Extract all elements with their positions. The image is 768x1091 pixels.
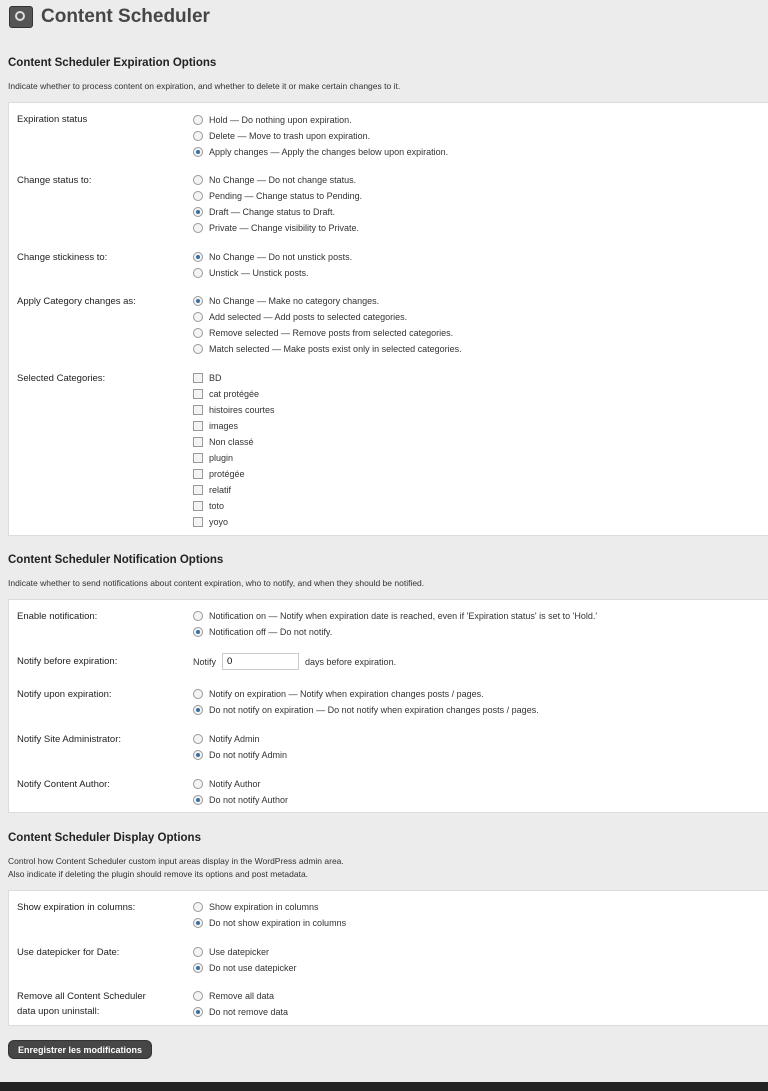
notify-prefix: Notify (193, 656, 217, 667)
datepicker-option-use[interactable]: Use datepicker (193, 945, 269, 959)
category-checkbox-item[interactable]: images (193, 419, 238, 433)
radio-button[interactable] (193, 902, 203, 912)
radio-button[interactable] (193, 191, 203, 201)
display-section-title: Content Scheduler Display Options (8, 832, 201, 844)
checkbox[interactable] (193, 453, 203, 463)
change-stickiness-label: Change stickiness to: (17, 252, 108, 263)
radio-button[interactable] (193, 252, 203, 262)
display-section-description-line1: Control how Content Scheduler custom input areas display in the WordPress admin area. (8, 856, 344, 866)
radio-button[interactable] (193, 1007, 203, 1017)
notify-before-label: Notify before expiration: (17, 656, 118, 667)
radio-button[interactable] (193, 296, 203, 306)
selected-categories-label: Selected Categories: (17, 373, 106, 384)
category-checkbox-item[interactable]: relatif (193, 483, 231, 497)
notify-admin-label: Notify Site Administrator: (17, 734, 122, 745)
notify-upon-option-on[interactable]: Notify on expiration — Notify when expiration changes posts / pages. (193, 687, 484, 701)
category-option-no-change[interactable]: No Change — Make no category changes. (193, 294, 379, 308)
display-section-description-line2: Also indicate if deleting the plugin should remove its options and post metadata. (8, 869, 309, 879)
radio-button[interactable] (193, 947, 203, 957)
checkbox[interactable] (193, 373, 203, 383)
notify-author-label: Notify Content Author: (17, 779, 110, 790)
radio-button[interactable] (193, 175, 203, 185)
change-status-option-private[interactable]: Private — Change visibility to Private. (193, 221, 359, 235)
category-checkbox-item[interactable]: BD (193, 371, 222, 385)
checkbox[interactable] (193, 421, 203, 431)
checkbox[interactable] (193, 501, 203, 511)
radio-button[interactable] (193, 147, 203, 157)
notification-option-off[interactable]: Notification off — Do not notify. (193, 625, 332, 639)
notification-section-description: Indicate whether to send notifications about content expiration, who to notify, and when they should be notified. (8, 578, 425, 588)
stickiness-option-no-change[interactable]: No Change — Do not unstick posts. (193, 250, 352, 264)
checkbox[interactable] (193, 437, 203, 447)
expiration-status-option-delete[interactable]: Delete — Move to trash upon expiration. (193, 129, 370, 143)
radio-button[interactable] (193, 705, 203, 715)
radio-button[interactable] (193, 627, 203, 637)
plugin-logo-icon (9, 6, 33, 28)
columns-option-show[interactable]: Show expiration in columns (193, 900, 319, 914)
uninstall-label: Remove all Content Scheduler data upon uninstall: (17, 991, 146, 1017)
radio-button[interactable] (193, 750, 203, 760)
notify-suffix: days before expiration. (305, 656, 397, 667)
notify-upon-option-off[interactable]: Do not notify on expiration — Do not notify when expiration changes posts / pages. (193, 703, 539, 717)
category-checkbox-item[interactable]: protégée (193, 467, 245, 481)
change-status-option-pending[interactable]: Pending — Change status to Pending. (193, 189, 362, 203)
radio-button[interactable] (193, 312, 203, 322)
expiration-section-description: Indicate whether to process content on expiration, and whether to delete it or make certain changes to it. (8, 81, 401, 91)
notify-before-control (193, 652, 396, 671)
category-option-remove[interactable]: Remove selected — Remove posts from selected categories. (193, 326, 453, 340)
radio-button[interactable] (193, 611, 203, 621)
category-option-add[interactable]: Add selected — Add posts to selected categories. (193, 310, 407, 324)
radio-button[interactable] (193, 689, 203, 699)
display-options-panel (8, 890, 768, 1026)
notify-author-option-off[interactable]: Do not notify Author (193, 793, 288, 807)
notify-upon-label: Notify upon expiration: (17, 689, 112, 700)
checkbox[interactable] (193, 485, 203, 495)
radio-button[interactable] (193, 918, 203, 928)
radio-button[interactable] (193, 734, 203, 744)
checkbox[interactable] (193, 469, 203, 479)
category-checkbox-item[interactable]: toto (193, 499, 224, 513)
radio-button[interactable] (193, 344, 203, 354)
expiration-options-panel (8, 102, 768, 536)
category-checkbox-item[interactable]: histoires courtes (193, 403, 275, 417)
radio-button[interactable] (193, 131, 203, 141)
change-status-option-draft[interactable]: Draft — Change status to Draft. (193, 205, 335, 219)
radio-button[interactable] (193, 328, 203, 338)
notification-option-on[interactable]: Notification on — Notify when expiration date is reached, even if 'Expiration status' is set to 'Hold.' (193, 609, 597, 623)
expiration-status-option-hold[interactable]: Hold — Do nothing upon expiration. (193, 113, 352, 127)
notification-options-panel (8, 599, 768, 813)
save-changes-button[interactable]: Enregistrer les modifications (8, 1040, 152, 1059)
change-status-label: Change status to: (17, 175, 92, 186)
radio-button[interactable] (193, 223, 203, 233)
checkbox[interactable] (193, 405, 203, 415)
radio-button[interactable] (193, 963, 203, 973)
checkbox[interactable] (193, 517, 203, 527)
notify-admin-option-off[interactable]: Do not notify Admin (193, 748, 287, 762)
show-columns-label: Show expiration in columns: (17, 902, 136, 913)
radio-button[interactable] (193, 115, 203, 125)
uninstall-option-remove[interactable]: Remove all data (193, 989, 274, 1003)
uninstall-option-keep[interactable]: Do not remove data (193, 1005, 288, 1019)
notify-admin-option-on[interactable]: Notify Admin (193, 732, 260, 746)
radio-button[interactable] (193, 795, 203, 805)
columns-option-hide[interactable]: Do not show expiration in columns (193, 916, 346, 930)
category-checkbox-item[interactable]: yoyo (193, 515, 228, 529)
footer-bar (0, 1082, 768, 1091)
radio-button[interactable] (193, 991, 203, 1001)
category-checkbox-item[interactable]: plugin (193, 451, 233, 465)
change-status-option-no-change[interactable]: No Change — Do not change status. (193, 173, 356, 187)
category-option-match[interactable]: Match selected — Make posts exist only in selected categories. (193, 342, 462, 356)
category-changes-label: Apply Category changes as: (17, 296, 136, 307)
page-title: Content Scheduler (41, 6, 210, 27)
datepicker-label: Use datepicker for Date: (17, 947, 120, 958)
datepicker-option-no[interactable]: Do not use datepicker (193, 961, 297, 975)
category-checkbox-item[interactable]: cat protégée (193, 387, 259, 401)
radio-button[interactable] (193, 779, 203, 789)
category-checkbox-item[interactable]: Non classé (193, 435, 254, 449)
page-header (9, 5, 210, 29)
enable-notification-label: Enable notification: (17, 611, 98, 622)
radio-button[interactable] (193, 268, 203, 278)
checkbox[interactable] (193, 389, 203, 399)
radio-button[interactable] (193, 207, 203, 217)
days-before-input[interactable] (222, 653, 299, 670)
notify-author-option-on[interactable]: Notify Author (193, 777, 261, 791)
expiration-status-option-apply[interactable]: Apply changes — Apply the changes below upon expiration. (193, 145, 448, 159)
expiration-section-title: Content Scheduler Expiration Options (8, 57, 217, 69)
stickiness-option-unstick[interactable]: Unstick — Unstick posts. (193, 266, 309, 280)
notification-section-title: Content Scheduler Notification Options (8, 554, 224, 566)
expiration-status-label: Expiration status (17, 114, 88, 125)
